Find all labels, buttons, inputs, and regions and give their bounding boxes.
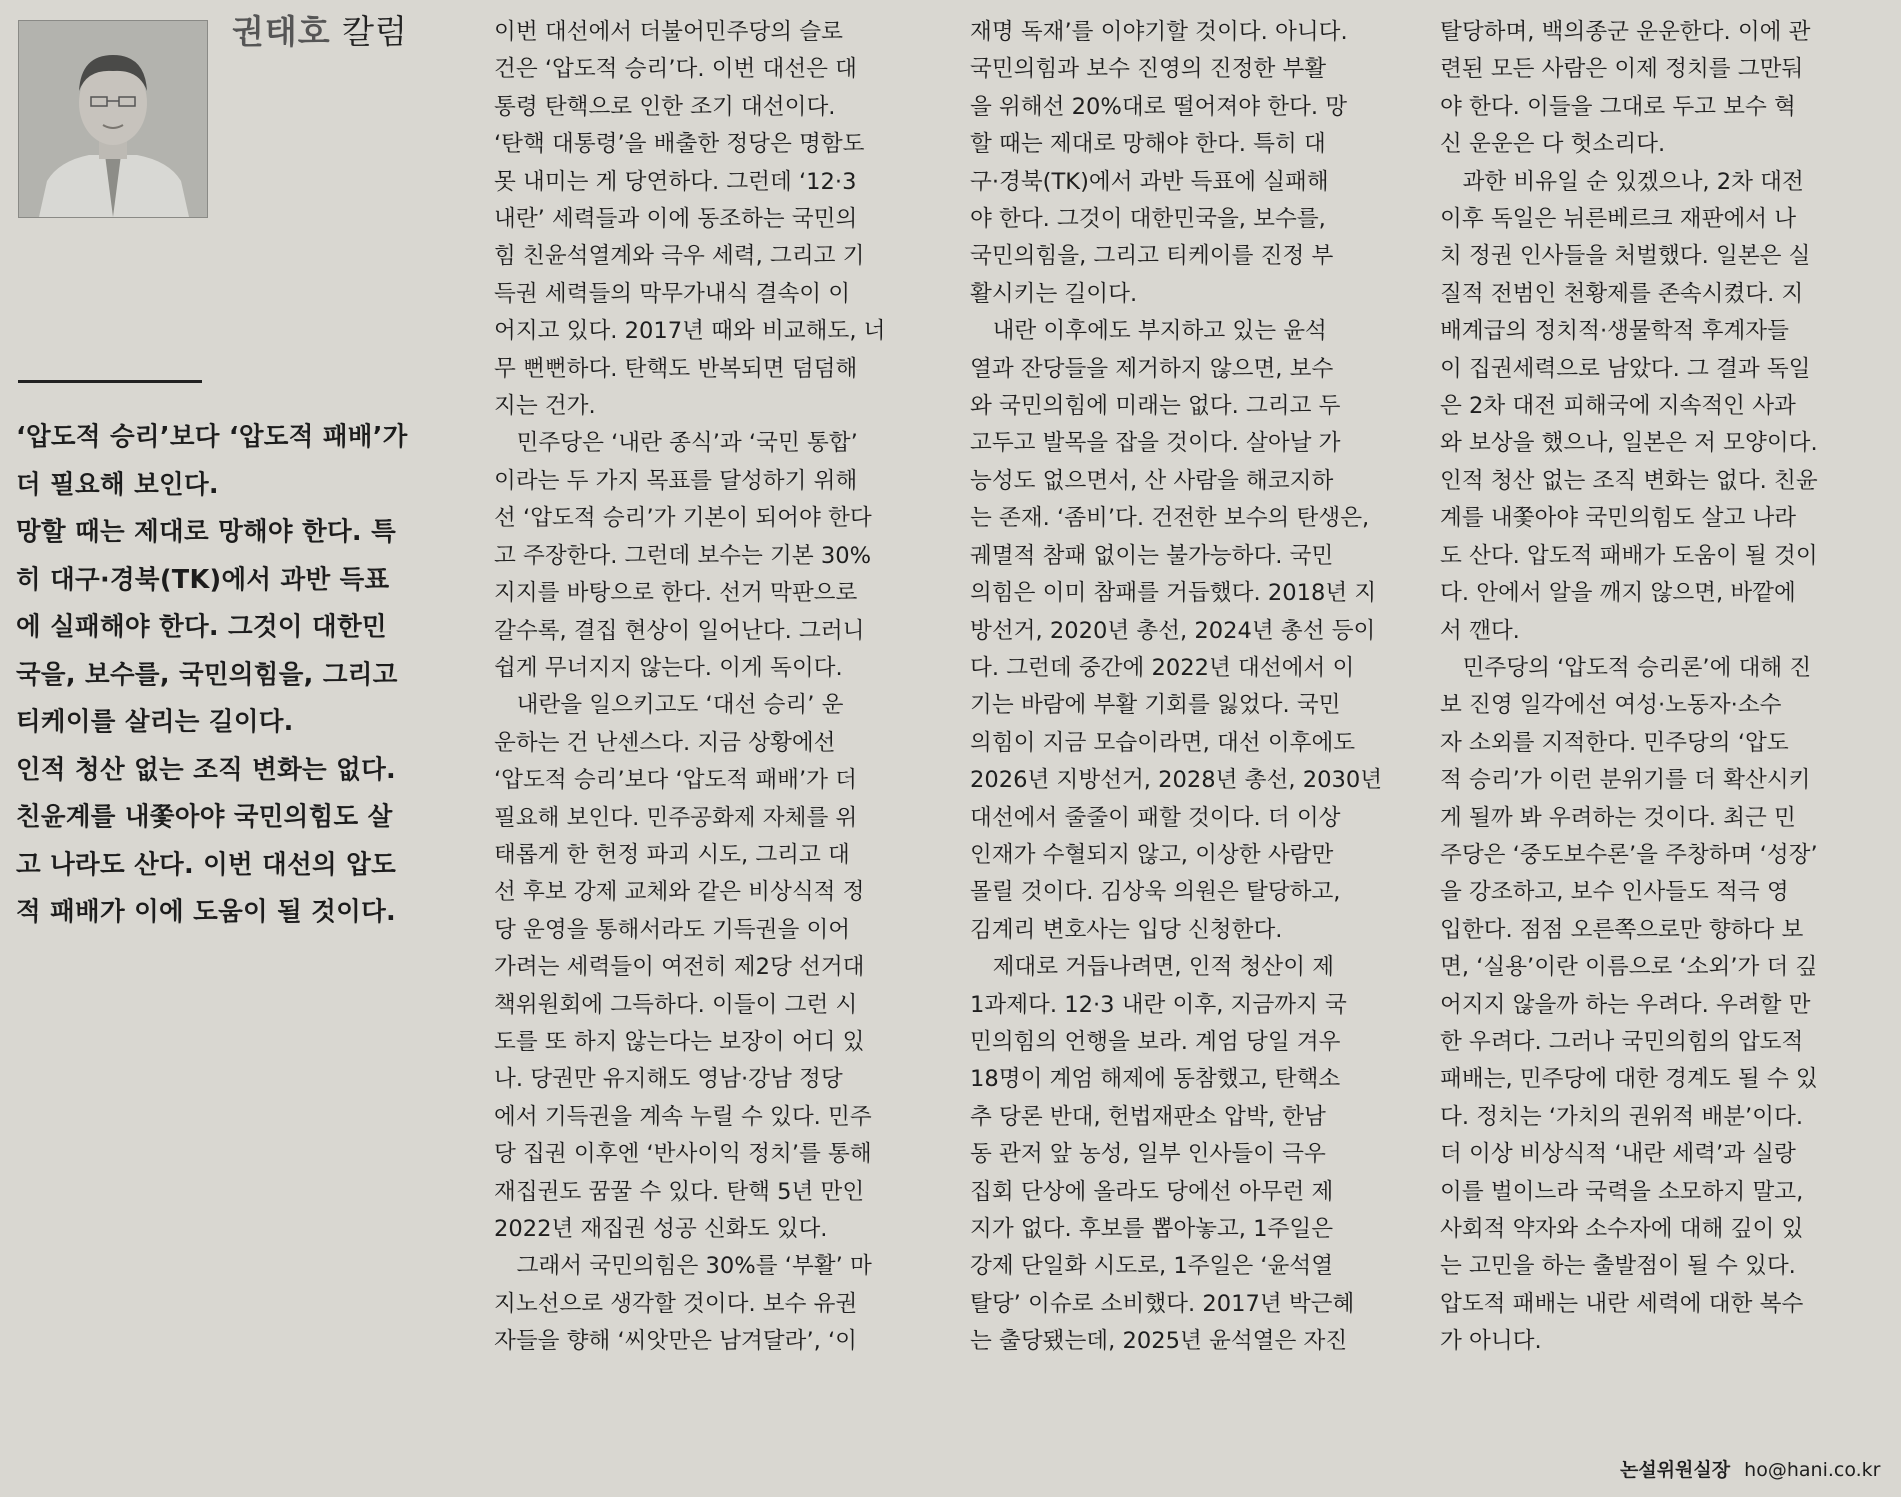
article-line: 열과 잔당들을 제거하지 않으면, 보수: [970, 355, 1334, 382]
article-line: 야 한다. 그것이 대한민국을, 보수를,: [970, 206, 1326, 233]
article-line: 야 한다. 이들을 그대로 두고 보수 혁: [1440, 93, 1796, 120]
article-line: 주당은 ‘중도보수론’을 주창하며 ‘성장’: [1440, 841, 1818, 868]
article-line: 동 관저 앞 농성, 일부 인사들이 극우: [970, 1141, 1326, 1168]
article-line: 지가 없다. 후보를 뽑아놓고, 1주일은: [970, 1216, 1334, 1242]
article-line: 탈당’ 이슈로 소비했다. 2017년 박근혜: [970, 1290, 1355, 1317]
article-line: 지지를 바탕으로 한다. 선거 막판으로: [494, 580, 858, 607]
article-column-1: [494, 14, 940, 1361]
summary-line: 고 나라도 산다. 이번 대선의 압도: [16, 849, 397, 880]
article-line: 활시키는 길이다.: [970, 280, 1138, 307]
article-line: 압도적 패배는 내란 세력에 대한 복수: [1440, 1290, 1804, 1317]
article-line: 배계급의 정치적·생물학적 후계자들: [1440, 318, 1789, 345]
article-column-2: [970, 14, 1416, 1361]
article-line: 당 운영을 통해서라도 기득권을 이어: [494, 916, 851, 943]
article-line: 탈당하며, 백의종군 운운한다. 이에 관: [1440, 19, 1811, 45]
summary-divider: [18, 380, 202, 383]
article-line: 패배는, 민주당에 대한 경계도 될 수 있: [1440, 1066, 1818, 1093]
author-title: 논설위원실장: [1620, 1459, 1731, 1481]
article-line: 무 뻔뻔하다. 탄핵도 반복되면 덤덤해: [494, 355, 858, 382]
article-line: 몰릴 것이다. 김상욱 의원은 탈당하고,: [970, 879, 1341, 906]
article-line: 가 아니다.: [1440, 1328, 1542, 1355]
article-line: 김계리 변호사는 입당 신청한다.: [970, 916, 1283, 943]
summary-line: 친윤계를 내쫓아야 국민의힘도 살: [16, 802, 393, 832]
article-line: 입한다. 점점 오른쪽으로만 향하다 보: [1440, 916, 1804, 943]
summary-line: 적 패배가 이에 도움이 될 것이다.: [16, 897, 397, 927]
summary-paragraph: [16, 509, 456, 747]
author-portrait-image: [19, 21, 207, 217]
column-label: 칼럼: [342, 12, 408, 51]
author-photo: [18, 20, 208, 218]
article-line: 는 고민을 하는 출발점이 될 수 있다.: [1440, 1253, 1796, 1280]
article-line: 제대로 거듭나려면, 인적 청산이 제: [970, 954, 1335, 981]
article-line: 그래서 국민의힘은 30%를 ‘부활’ 마: [494, 1253, 872, 1280]
article-line: 대선에서 줄줄이 패할 것이다. 더 이상: [970, 804, 1341, 831]
article-line: 의힘이 지금 모습이라면, 대선 이후에도: [970, 729, 1356, 756]
article-line: 와 보상을 했으나, 일본은 저 모양이다.: [1440, 430, 1818, 457]
article-line: 힘 친윤석열계와 극우 세력, 그리고 기: [494, 243, 865, 270]
summary-line: 티케이를 살리는 길이다.: [16, 707, 294, 737]
article-line: 민의힘의 언행을 보라. 계엄 당일 겨우: [970, 1028, 1341, 1055]
summary-paragraph: [16, 414, 456, 509]
article-line: 고두고 발목을 잡을 것이다. 살아날 가: [970, 430, 1341, 457]
article-line: 민주당은 ‘내란 종식’과 ‘국민 통합’: [494, 430, 858, 457]
author-name: 권태호: [232, 12, 331, 51]
article-line: 필요해 보인다. 민주공화제 자체를 위: [494, 804, 858, 831]
article-line: 운하는 건 난센스다. 지금 상황에선: [494, 729, 836, 756]
article-line: 과한 비유일 순 있겠으나, 2차 대전: [1440, 168, 1804, 195]
article-line: 민주당의 ‘압도적 승리론’에 대해 진: [1440, 654, 1812, 681]
article-line: 궤멸적 참패 없이는 불가능하다. 국민: [970, 542, 1334, 569]
article-line: 을 위해선 20%대로 떨어져야 한다. 망: [970, 93, 1348, 120]
summary-box: [16, 414, 456, 937]
article-line: 못 내미는 게 당연하다. 그런데 ‘12·3: [494, 168, 857, 195]
article-line: 는 출당됐는데, 2025년 윤석열은 자진: [970, 1328, 1348, 1355]
article-line: 지는 건가.: [494, 393, 596, 420]
article-line: 이후 독일은 뉘른베르크 재판에서 나: [1440, 206, 1797, 233]
article-line: 사회적 약자와 소수자에 대해 깊이 있: [1440, 1216, 1804, 1242]
article-line: 선 ‘압도적 승리’가 기본이 되어야 한다: [494, 505, 872, 532]
article-line: 구·경북(TK)에서 과반 득표에 실패해: [970, 168, 1329, 195]
article-line: 어지고 있다. 2017년 때와 비교해도, 너: [494, 318, 886, 345]
article-line: 이번 대선에서 더불어민주당의 슬로: [494, 19, 843, 45]
article-line: 선 후보 강제 교체와 같은 비상식적 정: [494, 879, 865, 906]
article-line: 나. 당권만 유지해도 영남·강남 정당: [494, 1066, 843, 1093]
summary-line: 국을, 보수를, 국민의힘을, 그리고: [16, 659, 398, 690]
article-line: 더 이상 비상식적 ‘내란 세력’과 실랑: [1440, 1141, 1796, 1168]
article-line: 내란 이후에도 부지하고 있는 윤석: [970, 318, 1327, 345]
summary-line: 히 대구·경북(TK)에서 과반 득표: [16, 564, 390, 595]
article-line: 도 산다. 압도적 패배가 도움이 될 것이: [1440, 542, 1818, 569]
article-line: 집회 단상에 올라도 당에선 아무런 제: [970, 1178, 1334, 1205]
article-line: 건은 ‘압도적 승리’다. 이번 대선은 대: [494, 56, 858, 83]
article-line: 계를 내쫓아야 국민의힘도 살고 나라: [1440, 505, 1797, 532]
article-line: 은 2차 대전 피해국에 지속적인 사과: [1440, 393, 1796, 420]
article-line: 추 당론 반대, 헌법재판소 압박, 한남: [970, 1103, 1326, 1130]
article-line: 신 운운은 다 헛소리다.: [1440, 131, 1666, 158]
article-line: 보 진영 일각에선 여성·노동자·소수: [1440, 692, 1782, 719]
article-line: 가려는 세력들이 여전히 제2당 선거대: [494, 954, 865, 981]
article-line: 면, ‘실용’이란 이름으로 ‘소외’가 더 깊: [1440, 954, 1818, 981]
article-line: 어지지 않을까 하는 우려다. 우려할 만: [1440, 991, 1811, 1018]
article-line: 다. 그런데 중간에 2022년 대선에서 이: [970, 654, 1355, 681]
summary-line: 망할 때는 제대로 망해야 한다. 특: [16, 517, 397, 547]
article-line: 이 집권세력으로 남았다. 그 결과 독일: [1440, 355, 1811, 382]
article-line: 이를 벌이느라 국력을 소모하지 말고,: [1440, 1178, 1804, 1205]
article-line: 고 주장한다. 그런데 보수는 기본 30%: [494, 542, 872, 569]
article-line: 쉽게 무너지지 않는다. 이게 독이다.: [494, 654, 843, 681]
article-line: 질적 전범인 천황제를 존속시켰다. 지: [1440, 280, 1804, 307]
article-line: ‘압도적 승리’보다 ‘압도적 패배’가 더: [494, 767, 858, 794]
article-line: 적 승리’가 이런 분위기를 더 확산시키: [1440, 767, 1811, 794]
article-line: 국민의힘을, 그리고 티케이를 진정 부: [970, 243, 1334, 270]
article-line: 다. 안에서 알을 깨지 않으면, 바깥에: [1440, 580, 1796, 607]
article-line: 내란’ 세력들과 이에 동조하는 국민의: [494, 206, 858, 233]
article-line: 다. 정치는 ‘가치의 권위적 배분’이다.: [1440, 1103, 1804, 1130]
article-line: 갈수록, 결집 현상이 일어난다. 그러니: [494, 617, 865, 644]
article-line: 련된 모든 사람은 이제 정치를 그만둬: [1440, 56, 1804, 83]
article-line: 할 때는 제대로 망해야 한다. 특히 대: [970, 131, 1326, 158]
article-line: 인적 청산 없는 조직 변화는 없다. 친윤: [1440, 467, 1818, 494]
article-line: 을 강조하고, 보수 인사들도 적극 영: [1440, 879, 1789, 906]
article-line: 서 깬다.: [1440, 617, 1520, 644]
article-line: 득권 세력들의 막무가내식 결속이 이: [494, 280, 851, 307]
article-line: 와 국민의힘에 미래는 없다. 그리고 두: [970, 393, 1341, 420]
article-line: 기는 바람에 부활 기회를 잃었다. 국민: [970, 692, 1341, 719]
article-line: 인재가 수혈되지 않고, 이상한 사람만: [970, 841, 1334, 868]
summary-paragraph: [16, 747, 456, 937]
article-line: 자들을 향해 ‘씨앗만은 남겨달라’, ‘이: [494, 1328, 858, 1355]
article-line: 능성도 없으면서, 산 사람을 해코지하: [970, 467, 1334, 494]
article-line: 재명 독재’를 이야기할 것이다. 아니다.: [970, 19, 1348, 45]
author-signature: [1620, 1455, 1880, 1482]
author-email: ho@hani.co.kr: [1744, 1459, 1881, 1481]
article-line: 1과제다. 12·3 내란 이후, 지금까지 국: [970, 991, 1347, 1018]
article-line: 한 우려다. 그러나 국민의힘의 압도적: [1440, 1028, 1804, 1055]
summary-line: 인적 청산 없는 조직 변화는 없다.: [16, 754, 397, 785]
article-line: ‘탄핵 대통령’을 배출한 정당은 명함도: [494, 131, 865, 158]
column-byline: [232, 6, 408, 53]
article-line: 는 존재. ‘좀비’다. 건전한 보수의 탄생은,: [970, 505, 1370, 532]
article-line: 18명이 계엄 해제에 동참했고, 탄핵소: [970, 1066, 1341, 1093]
summary-line: ‘압도적 승리’보다 ‘압도적 패배’가: [16, 422, 408, 452]
article-line: 당 집권 이후엔 ‘반사이익 정치’를 통해: [494, 1141, 872, 1168]
article-line: 2022년 재집권 성공 신화도 있다.: [494, 1216, 828, 1242]
article-line: 지노선으로 생각할 것이다. 보수 유권: [494, 1290, 858, 1317]
article-line: 통령 탄핵으로 인한 조기 대선이다.: [494, 93, 836, 120]
article-column-3: [1440, 14, 1886, 1361]
article-line: 국민의힘과 보수 진영의 진정한 부활: [970, 56, 1327, 83]
summary-line: 더 필요해 보인다.: [16, 469, 219, 500]
article-line: 의힘은 이미 참패를 거듭했다. 2018년 지: [970, 580, 1377, 607]
article-line: 2026년 지방선거, 2028년 총선, 2030년: [970, 767, 1383, 794]
article-line: 이라는 두 가지 목표를 달성하기 위해: [494, 467, 858, 494]
article-line: 재집권도 꿈꿀 수 있다. 탄핵 5년 만인: [494, 1178, 865, 1205]
article-line: 내란을 일으키고도 ‘대선 승리’ 운: [494, 692, 844, 719]
article-line: 치 정권 인사들을 처벌했다. 일본은 실: [1440, 243, 1811, 270]
article-line: 에서 기득권을 계속 누릴 수 있다. 민주: [494, 1103, 872, 1130]
article-line: 도를 또 하지 않는다는 보장이 어디 있: [494, 1028, 865, 1055]
article-line: 방선거, 2020년 총선, 2024년 총선 등이: [970, 617, 1376, 644]
article-line: 자 소외를 지적한다. 민주당의 ‘압도: [1440, 729, 1789, 756]
article-line: 책위원회에 그득하다. 이들이 그런 시: [494, 991, 858, 1018]
summary-line: 에 실패해야 한다. 그것이 대한민: [16, 612, 387, 642]
article-line: 강제 단일화 시도로, 1주일은 ‘윤석열: [970, 1253, 1334, 1280]
article-line: 게 될까 봐 우려하는 것이다. 최근 민: [1440, 804, 1796, 831]
article-line: 태롭게 한 헌정 파괴 시도, 그리고 대: [494, 841, 850, 868]
